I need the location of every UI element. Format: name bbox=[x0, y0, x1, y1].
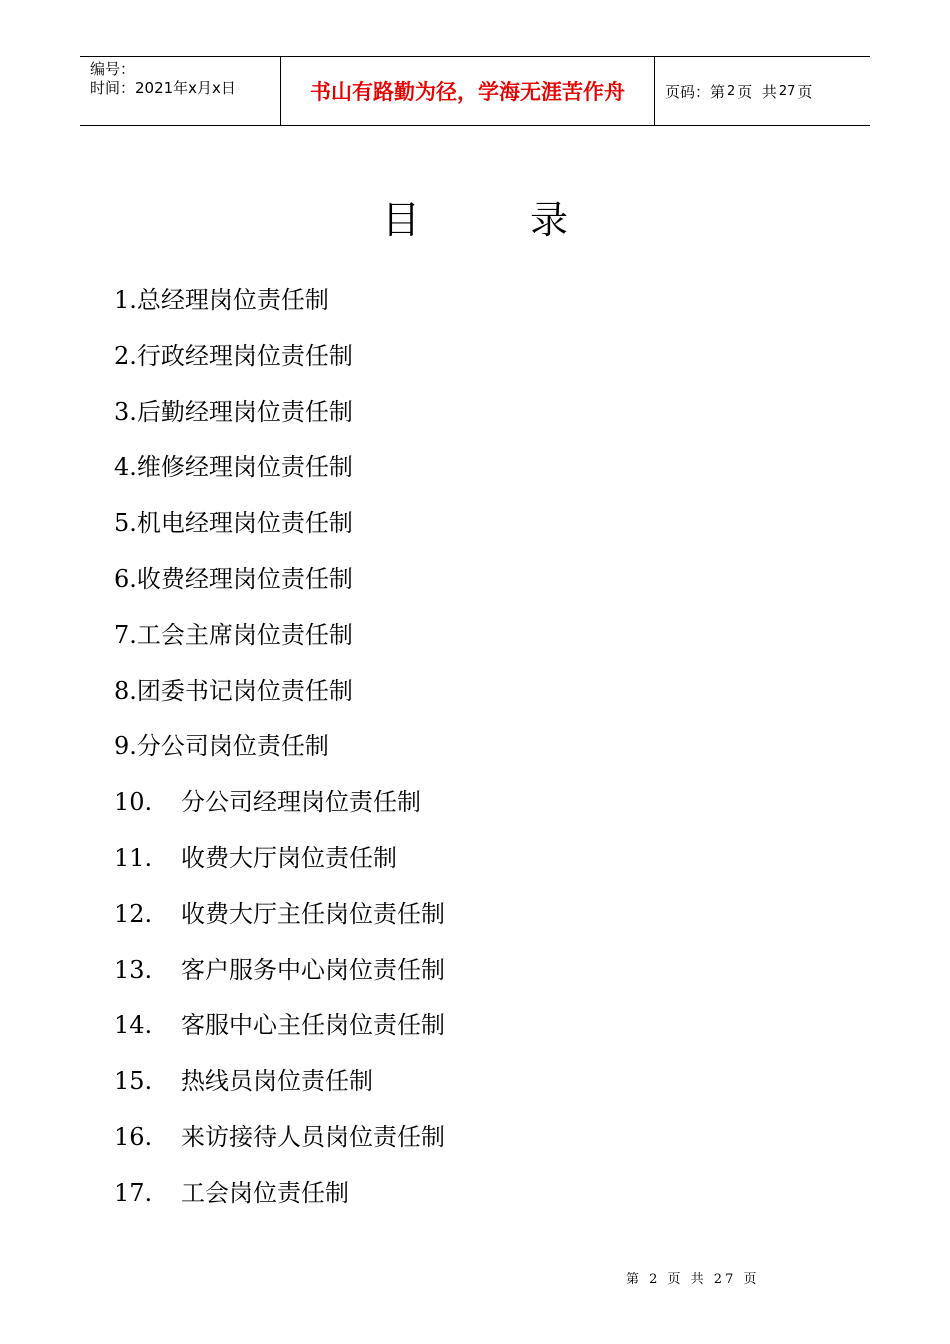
toc-item-number: 10. bbox=[114, 788, 153, 817]
header-page-total: 27 bbox=[778, 83, 796, 99]
toc-item-title: 收费经理岗位责任制 bbox=[136, 564, 353, 593]
toc-item-number: 3. bbox=[114, 397, 137, 426]
toc-item[interactable] bbox=[114, 392, 445, 448]
header-page-mid: 页 共 bbox=[737, 82, 777, 101]
toc-item-number: 2. bbox=[114, 341, 137, 370]
toc-item-number: 14. bbox=[114, 1011, 153, 1040]
header-page-current: 2 bbox=[727, 83, 736, 99]
toc-item-number: 8. bbox=[114, 676, 137, 705]
header-page-info bbox=[655, 57, 870, 125]
toc-item-number: 17. bbox=[114, 1178, 153, 1207]
toc-item-title: 后勤经理岗位责任制 bbox=[136, 397, 353, 426]
toc-item[interactable] bbox=[114, 894, 445, 950]
toc-item-title: 客服中心主任岗位责任制 bbox=[181, 1011, 445, 1040]
page-footer: 第 2 页 共 27 页 bbox=[626, 1272, 760, 1287]
header-page-suffix: 页 bbox=[797, 82, 813, 101]
toc-item-title: 工会主席岗位责任制 bbox=[136, 620, 353, 649]
header-motto: 书山有路勤为径，学海无涯苦作舟 bbox=[281, 57, 655, 125]
toc-item[interactable] bbox=[114, 503, 445, 559]
toc-item-number: 1. bbox=[114, 286, 137, 314]
title-char-2: 录 bbox=[530, 198, 569, 242]
toc-item[interactable] bbox=[114, 1005, 445, 1061]
header-time-label: 时间：2021年x月x日 bbox=[90, 79, 236, 97]
toc-item-number: 7. bbox=[114, 620, 137, 649]
toc-item-number: 15. bbox=[114, 1067, 153, 1096]
table-of-contents bbox=[114, 280, 445, 1229]
page-title bbox=[0, 196, 950, 244]
toc-item-number: 13. bbox=[114, 955, 153, 984]
toc-item[interactable] bbox=[114, 559, 445, 615]
toc-item-title: 热线员岗位责任制 bbox=[181, 1067, 373, 1096]
toc-item[interactable] bbox=[114, 838, 445, 894]
toc-item-title: 收费大厅主任岗位责任制 bbox=[181, 899, 445, 928]
toc-item-title: 工会岗位责任制 bbox=[181, 1178, 349, 1207]
toc-item[interactable] bbox=[114, 447, 445, 503]
header-meta bbox=[80, 57, 281, 125]
toc-item[interactable] bbox=[114, 782, 445, 838]
toc-item[interactable] bbox=[114, 1173, 445, 1229]
toc-item[interactable] bbox=[114, 671, 445, 727]
title-char-1: 目 bbox=[381, 198, 420, 242]
toc-item-number: 6. bbox=[114, 564, 137, 593]
toc-item[interactable] bbox=[114, 615, 445, 671]
toc-item[interactable] bbox=[114, 726, 445, 782]
toc-item-title: 总经理岗位责任制 bbox=[136, 286, 329, 314]
toc-item-title: 分公司岗位责任制 bbox=[136, 732, 329, 761]
toc-item[interactable] bbox=[114, 280, 445, 336]
toc-item-number: 11. bbox=[114, 843, 153, 872]
toc-item-title: 机电经理岗位责任制 bbox=[136, 509, 353, 538]
toc-item-title: 分公司经理岗位责任制 bbox=[181, 788, 421, 817]
toc-item-title: 收费大厅岗位责任制 bbox=[181, 843, 397, 872]
toc-item[interactable] bbox=[114, 1061, 445, 1117]
toc-item[interactable] bbox=[114, 950, 445, 1006]
header-page-prefix: 页码：第 bbox=[665, 82, 726, 101]
toc-item-number: 4. bbox=[114, 453, 137, 482]
toc-item-title: 行政经理岗位责任制 bbox=[136, 341, 353, 370]
toc-item-number: 12. bbox=[114, 899, 153, 928]
toc-item[interactable] bbox=[114, 336, 445, 392]
toc-item-number: 9. bbox=[114, 732, 137, 761]
toc-item-title: 维修经理岗位责任制 bbox=[136, 453, 353, 482]
toc-item-title: 来访接待人员岗位责任制 bbox=[181, 1122, 445, 1151]
toc-item-title: 客户服务中心岗位责任制 bbox=[181, 955, 445, 984]
toc-item-number: 5. bbox=[114, 509, 137, 538]
page-header bbox=[80, 56, 870, 126]
toc-item-number: 16. bbox=[114, 1122, 153, 1151]
toc-item[interactable] bbox=[114, 1117, 445, 1173]
toc-item-title: 团委书记岗位责任制 bbox=[136, 676, 353, 705]
header-number-label: 编号： bbox=[90, 60, 136, 78]
